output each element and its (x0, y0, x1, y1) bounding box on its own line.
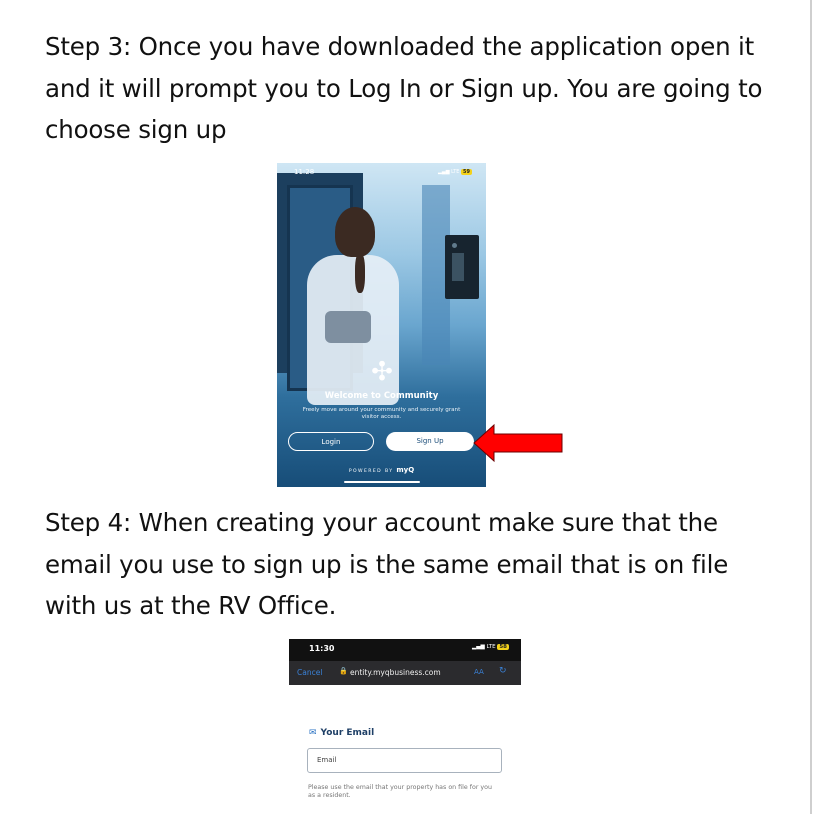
network-label: LTE (451, 169, 460, 175)
envelope-icon: ✉ (309, 728, 317, 738)
powered-by-label (277, 466, 486, 474)
signal-icon: ▂▄▆ (472, 644, 487, 650)
text-size-button[interactable]: AA (474, 668, 484, 676)
signal-icon: ▂▄▆ (438, 169, 452, 175)
reload-icon[interactable]: ↻ (499, 666, 507, 676)
intercom-graphic (445, 235, 479, 299)
welcome-subtitle: Freely move around your community and securely grant visitor access. (302, 407, 461, 420)
battery-icon: 58 (499, 644, 507, 650)
lock-icon: 🔒 (339, 667, 348, 675)
welcome-title: Welcome to Community (324, 391, 439, 401)
handbag-graphic (325, 311, 371, 343)
email-heading (309, 728, 374, 738)
browser-address-bar (289, 661, 521, 685)
browser-screenshot (289, 639, 521, 685)
cancel-button[interactable]: Cancel (297, 668, 323, 677)
url-text[interactable]: entity.myqbusiness.com (350, 668, 441, 677)
sign-up-button[interactable]: Sign Up (386, 432, 474, 451)
email-heading-label: Your Email (320, 728, 375, 738)
step-4-text: Step 4: When creating your account make sure that the email you use to sign up is the same email that is on file with us at the RV Office. (45, 508, 729, 620)
community-logo-icon: ✣ (371, 357, 393, 387)
app-welcome-screenshot (277, 163, 486, 487)
person-hair-graphic (335, 207, 375, 257)
email-field[interactable] (307, 748, 502, 773)
page-edge-rule (810, 0, 812, 814)
status-time: 11:30 (309, 644, 335, 653)
powered-by-text: POWERED BY (348, 469, 394, 474)
brand-label: myQ (396, 466, 415, 474)
email-helper-text: Please use the email that your property has on file for you as a resident. (308, 784, 492, 799)
status-time: 11:28 (294, 168, 315, 176)
login-button[interactable]: Login (288, 432, 374, 451)
person-braid-graphic (355, 253, 365, 293)
home-indicator (344, 481, 420, 483)
step-3-text: Step 3: Once you have downloaded the application open it and it will prompt you to Log In or Sign up. You are going to choose sign up (45, 32, 763, 144)
red-arrow-icon (472, 423, 564, 463)
network-label: LTE (486, 644, 496, 650)
email-placeholder: Email (317, 756, 337, 764)
status-indicators (472, 644, 509, 650)
battery-icon: 59 (463, 169, 470, 175)
status-indicators (438, 169, 472, 175)
